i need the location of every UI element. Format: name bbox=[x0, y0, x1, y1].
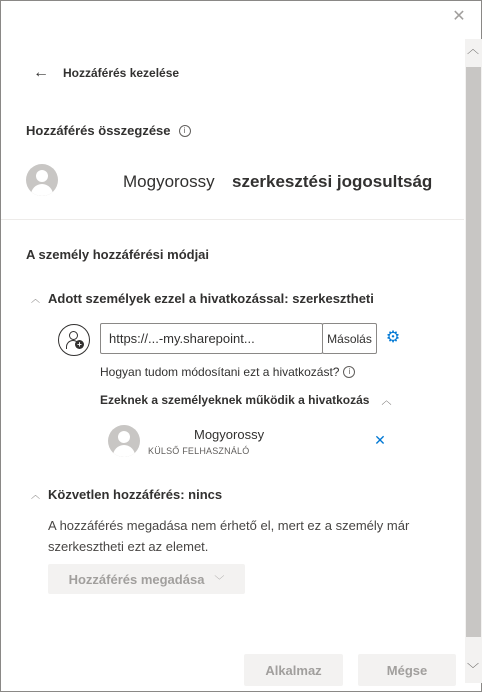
avatar bbox=[26, 164, 58, 196]
back-label[interactable]: Hozzáférés kezelése bbox=[63, 66, 180, 80]
summary-heading bbox=[26, 123, 191, 138]
summary-permission: szerkesztési jogosultság bbox=[232, 172, 433, 191]
link-section-label[interactable]: Adott személyek ezzel a hivatkozással: szerkesztheti bbox=[48, 291, 374, 306]
scrollbar-thumb[interactable] bbox=[466, 67, 481, 637]
people-link-icon: + bbox=[58, 324, 90, 356]
copy-button[interactable]: Másolás bbox=[322, 323, 377, 354]
access-methods-title: A személy hozzáférési módjai bbox=[26, 247, 210, 262]
works-for-header[interactable] bbox=[100, 392, 391, 407]
avatar bbox=[108, 425, 140, 457]
link-section-header[interactable] bbox=[31, 291, 374, 306]
gear-icon[interactable]: ⚙ bbox=[385, 329, 401, 346]
summary-user-name: Mogyorossy bbox=[123, 172, 215, 191]
grant-access-label: Hozzáférés megadása bbox=[68, 571, 205, 587]
howto-link[interactable] bbox=[100, 365, 355, 379]
chevron-up-icon[interactable]: ︿ bbox=[381, 396, 392, 407]
cancel-button[interactable]: Mégse bbox=[358, 654, 456, 686]
info-icon[interactable]: i bbox=[179, 125, 191, 137]
apply-button[interactable]: Alkalmaz bbox=[244, 654, 343, 686]
chevron-down-icon: ﹀ bbox=[214, 575, 225, 587]
chevron-up-icon[interactable]: ︿ bbox=[31, 490, 41, 500]
remove-person-icon[interactable]: ✕ bbox=[374, 432, 386, 448]
scroll-down-icon[interactable]: ﹀ bbox=[467, 662, 480, 676]
grant-access-button[interactable] bbox=[48, 564, 245, 594]
person-subtitle: KÜLSŐ FELHASZNÁLÓ bbox=[148, 446, 250, 456]
close-icon[interactable]: ✕ bbox=[452, 8, 466, 25]
works-for-label[interactable]: Ezeknek a személyeknek működik a hivatkozás bbox=[100, 392, 370, 407]
info-icon[interactable]: i bbox=[343, 366, 355, 378]
link-url-field[interactable] bbox=[100, 323, 323, 354]
direct-section-label[interactable]: Közvetlen hozzáférés: nincs bbox=[48, 487, 223, 502]
scroll-up-icon[interactable]: ︿ bbox=[467, 42, 480, 56]
chevron-up-icon[interactable]: ︿ bbox=[31, 294, 41, 304]
direct-access-message: A hozzáférés megadása nem érhető el, mert ez a személy már szerkesztheti ezt az elemet. bbox=[48, 518, 410, 554]
arrow-left-icon[interactable]: ← bbox=[33, 64, 49, 81]
back-button[interactable] bbox=[33, 63, 179, 83]
howto-text[interactable]: Hogyan tudom módosítani ezt a hivatkozást? bbox=[100, 365, 340, 379]
divider bbox=[1, 219, 464, 220]
summary-title: Hozzáférés összegzése bbox=[26, 123, 171, 138]
person-name: Mogyorossy bbox=[194, 427, 265, 442]
direct-section-header[interactable] bbox=[31, 487, 222, 502]
